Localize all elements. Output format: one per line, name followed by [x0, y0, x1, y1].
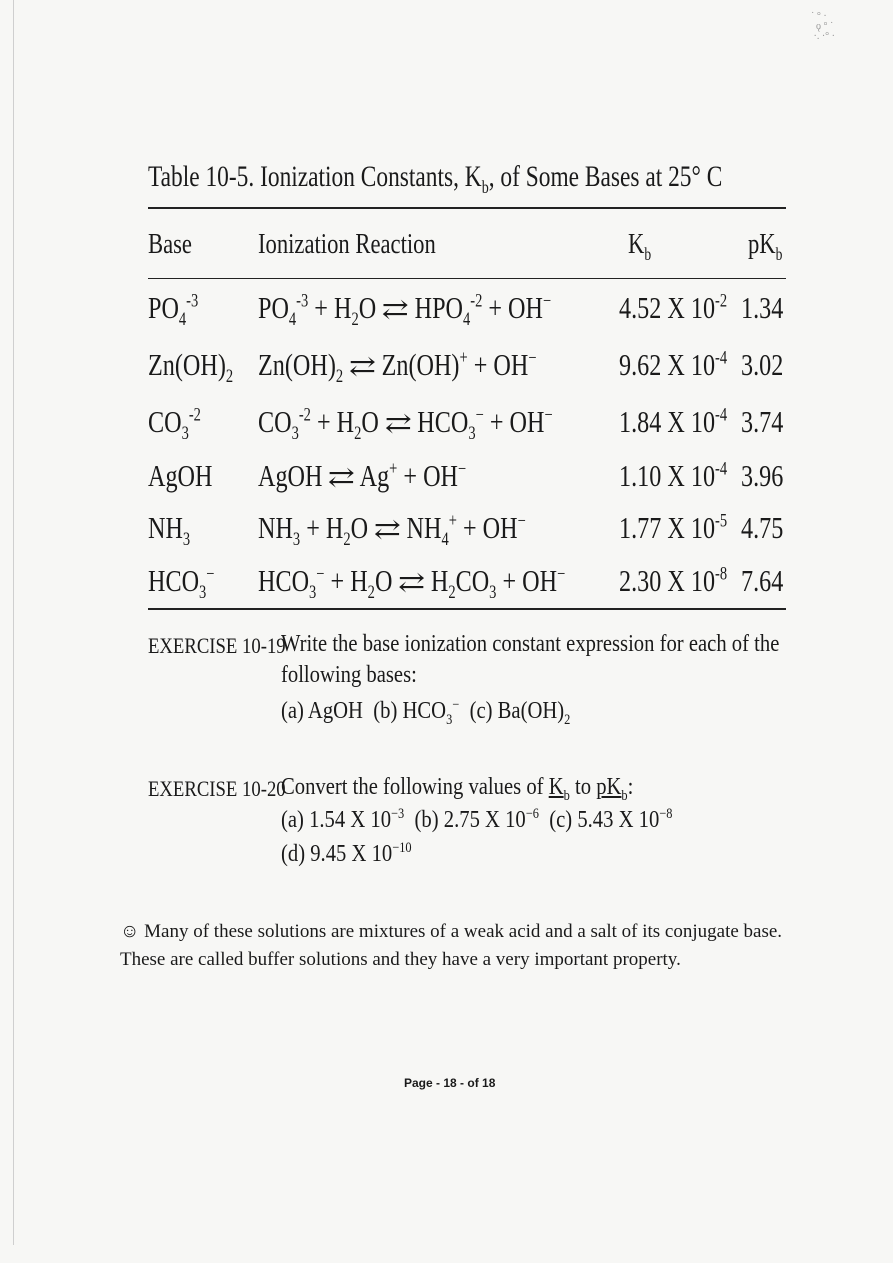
table-cell-kb: 9.62 X $10^{-4}$ [619, 347, 728, 382]
table-cell-pkb: 3.74 [741, 404, 784, 439]
header-kb: $K_b$ [628, 228, 652, 264]
exercise-line: (a) AgOH (b) $HCO_3^-$ (c) $Ba(OH)_2$ [281, 697, 571, 728]
table-cell-reaction: $HCO_3^- + H_2O$ ⇄ $H_2CO_3 + OH^-$ [258, 563, 566, 604]
table-cell-reaction: $PO_4^{-3} + H_2O$ ⇄ $HPO_4^{-2} + OH^-$ [258, 290, 552, 331]
table-top-rule [148, 207, 786, 209]
table-title: Table 10-5. Ionization Constants, $K_b$, of Some Bases at 25° C [148, 160, 723, 197]
scan-specks: ˙ ° · ǫ ° ˙ ·. ·° · [811, 11, 835, 42]
table-cell-base: $NH_3$ [148, 510, 191, 551]
table-cell-pkb: 1.34 [741, 290, 784, 325]
table-cell-pkb: 4.75 [741, 510, 784, 545]
header-base: Base [148, 228, 192, 260]
table-cell-pkb: 3.96 [741, 458, 784, 493]
table-cell-kb: 4.52 X $10^{-2}$ [619, 290, 728, 325]
note-text: Many of these solutions are mixtures of a weak acid and a salt of its conjugate base. These are called buffer solutions and they have a very important property. [120, 921, 783, 970]
exercise-line: (d) 9.45 X $10^{-10}$ [281, 840, 412, 867]
table-cell-base: $CO_3^{-2}$ [148, 404, 201, 445]
header-reaction: Ionization Reaction [258, 228, 436, 260]
table-cell-base: $Zn(OH)_2$ [148, 347, 234, 388]
page-number: Page - 18 - of 18 [404, 1076, 496, 1090]
table-cell-base: $PO_4^{-3}$ [148, 290, 199, 331]
exercise-line: Write the base ionization constant expression for each of the [281, 631, 780, 657]
exercise-label: EXERCISE 10-20 [148, 776, 286, 801]
exercise-line: following bases: [281, 662, 417, 688]
exercise-line: (a) 1.54 X $10^{-3}$ (b) 2.75 X $10^{-6}$ (c) 5.43 X $10^{-8}$ [281, 806, 673, 833]
table-cell-base: $HCO_3^-$ [148, 563, 215, 604]
table-bottom-rule [148, 608, 786, 610]
smiley-icon: ☺ [120, 921, 140, 942]
exercise-label: EXERCISE 10-19 [148, 633, 286, 658]
table-cell-kb: 2.30 X $10^{-8}$ [619, 563, 728, 598]
table-cell-reaction: $CO_3^{-2} + H_2O$ ⇄ $HCO_3^- + OH^-$ [258, 404, 553, 445]
table-cell-base: AgOH [148, 458, 213, 493]
header-pkb: $pK_b$ [748, 228, 783, 264]
table-cell-pkb: 3.02 [741, 347, 784, 382]
page-edge [13, 0, 14, 1245]
table-cell-pkb: 7.64 [741, 563, 784, 598]
table-cell-reaction: $NH_3 + H_2O$ ⇄ $NH_4^+ + OH^-$ [258, 510, 526, 551]
table-cell-kb: 1.84 X $10^{-4}$ [619, 404, 728, 439]
table-cell-kb: 1.10 X $10^{-4}$ [619, 458, 728, 493]
table-cell-reaction: $Zn(OH)_2$ ⇄ Zn(OH)+ + OH− [258, 347, 537, 388]
table-cell-kb: 1.77 X $10^{-5}$ [619, 510, 728, 545]
table-header-rule [148, 278, 786, 279]
exercise-line: Convert the following values of $K_b$ to $pK_b$: [281, 774, 634, 804]
note-paragraph [120, 918, 800, 974]
table-cell-reaction: AgOH ⇄ Ag+ + OH− [258, 458, 467, 493]
